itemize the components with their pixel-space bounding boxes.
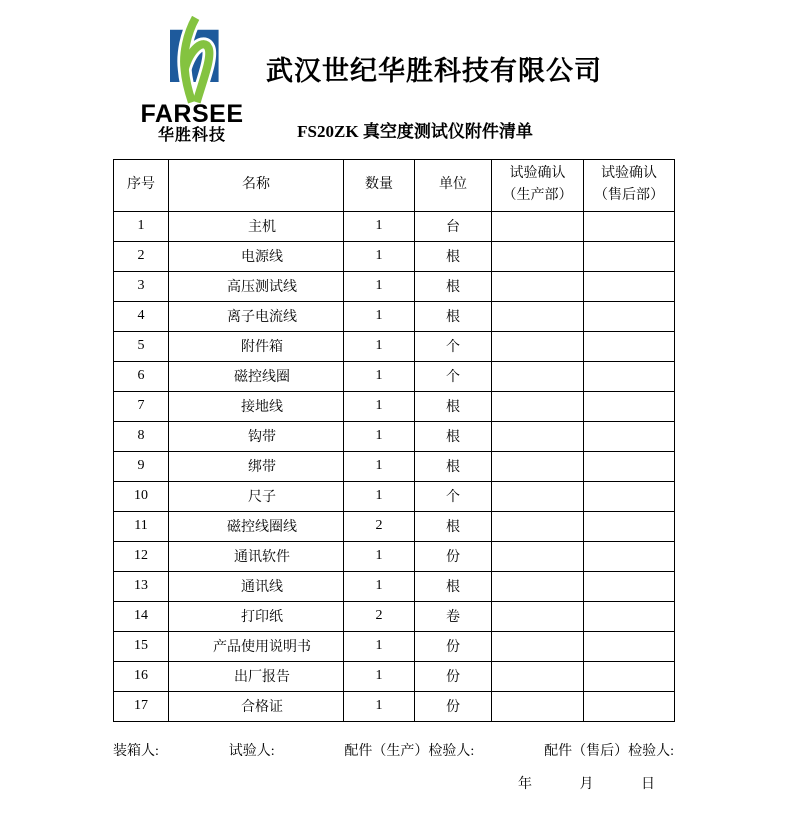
cell-name: 合格证 <box>169 691 344 721</box>
table-header-row <box>114 159 675 211</box>
table-row <box>114 571 675 601</box>
cell-index: 9 <box>114 451 169 481</box>
cell-confirm-prod <box>492 661 584 691</box>
cell-qty: 2 <box>344 511 415 541</box>
cell-index: 5 <box>114 331 169 361</box>
cell-unit: 份 <box>415 541 492 571</box>
header <box>126 16 789 145</box>
col-header-unit: 单位 <box>415 159 492 211</box>
cell-name: 电源线 <box>169 241 344 271</box>
table-row <box>114 541 675 571</box>
cell-index: 14 <box>114 601 169 631</box>
cell-index: 17 <box>114 691 169 721</box>
packer-label: 装箱人: <box>113 743 159 759</box>
document-title: FS20ZK 真空度测试仪附件清单 <box>297 122 533 141</box>
cell-unit: 份 <box>415 661 492 691</box>
cell-confirm-after <box>584 211 675 241</box>
cell-confirm-prod <box>492 211 584 241</box>
cell-name: 通讯线 <box>169 571 344 601</box>
cell-confirm-prod <box>492 571 584 601</box>
date-year-label: 年 <box>518 776 532 792</box>
cell-index: 4 <box>114 301 169 331</box>
col-header-index: 序号 <box>114 159 169 211</box>
cell-confirm-prod <box>492 511 584 541</box>
cell-unit: 个 <box>415 331 492 361</box>
cell-confirm-prod <box>492 481 584 511</box>
cell-index: 1 <box>114 211 169 241</box>
col-header-confirm-after <box>584 159 675 211</box>
cell-confirm-after <box>584 481 675 511</box>
cell-name: 附件箱 <box>169 331 344 361</box>
cell-qty: 1 <box>344 391 415 421</box>
cell-confirm-prod <box>492 631 584 661</box>
cell-confirm-prod <box>492 271 584 301</box>
cell-qty: 1 <box>344 301 415 331</box>
cell-index: 16 <box>114 661 169 691</box>
table-row <box>114 691 675 721</box>
cell-confirm-after <box>584 541 675 571</box>
cell-index: 7 <box>114 391 169 421</box>
col-header-qty: 数量 <box>344 159 415 211</box>
cell-confirm-prod <box>492 331 584 361</box>
cell-confirm-prod <box>492 301 584 331</box>
cell-confirm-after <box>584 301 675 331</box>
cell-name: 磁控线圈 <box>169 361 344 391</box>
cell-confirm-prod <box>492 391 584 421</box>
cell-name: 出厂报告 <box>169 661 344 691</box>
cell-name: 打印纸 <box>169 601 344 631</box>
table-row <box>114 301 675 331</box>
farsee-logo-icon <box>147 16 237 104</box>
col-header-line: （售后部） <box>594 188 664 204</box>
cell-confirm-after <box>584 691 675 721</box>
cell-index: 6 <box>114 361 169 391</box>
cell-qty: 1 <box>344 451 415 481</box>
cell-index: 15 <box>114 631 169 661</box>
cell-unit: 根 <box>415 271 492 301</box>
cell-confirm-after <box>584 421 675 451</box>
cell-qty: 2 <box>344 601 415 631</box>
date-day-label: 日 <box>641 776 655 792</box>
col-header-line: （生产部） <box>502 188 573 204</box>
col-header-confirm-prod <box>492 159 584 211</box>
document-page <box>0 16 789 823</box>
title-block <box>258 16 602 145</box>
table-row <box>114 241 675 271</box>
company-title: 武汉世纪华胜科技有限公司 <box>266 56 602 86</box>
aftersales-inspector-label: 配件（售后）检验人: <box>544 743 674 759</box>
table-row <box>114 421 675 451</box>
cell-index: 8 <box>114 421 169 451</box>
cell-unit: 个 <box>415 361 492 391</box>
cell-unit: 根 <box>415 241 492 271</box>
cell-qty: 1 <box>344 631 415 661</box>
cell-name: 高压测试线 <box>169 271 344 301</box>
cell-name: 绑带 <box>169 451 344 481</box>
cell-qty: 1 <box>344 241 415 271</box>
cell-name: 离子电流线 <box>169 301 344 331</box>
cell-unit: 根 <box>415 421 492 451</box>
cell-unit: 根 <box>415 511 492 541</box>
table-row <box>114 661 675 691</box>
cell-qty: 1 <box>344 361 415 391</box>
table-body <box>114 211 675 721</box>
cell-unit: 根 <box>415 391 492 421</box>
cell-qty: 1 <box>344 571 415 601</box>
cell-confirm-prod <box>492 601 584 631</box>
cell-name: 产品使用说明书 <box>169 631 344 661</box>
cell-unit: 份 <box>415 691 492 721</box>
company-logo <box>126 16 258 145</box>
cell-unit: 份 <box>415 631 492 661</box>
table-row <box>114 391 675 421</box>
brand-name: FARSEE <box>140 100 244 128</box>
production-inspector-label: 配件（生产）检验人: <box>344 743 475 759</box>
col-header-line: 试验确认 <box>601 165 657 181</box>
cell-qty: 1 <box>344 661 415 691</box>
cell-name: 磁控线圈线 <box>169 511 344 541</box>
cell-index: 11 <box>114 511 169 541</box>
cell-confirm-after <box>584 391 675 421</box>
cell-qty: 1 <box>344 211 415 241</box>
cell-confirm-prod <box>492 451 584 481</box>
table-row <box>114 601 675 631</box>
cell-unit: 个 <box>415 481 492 511</box>
cell-confirm-after <box>584 451 675 481</box>
cell-qty: 1 <box>344 271 415 301</box>
signature-row <box>113 740 674 760</box>
cell-qty: 1 <box>344 481 415 511</box>
cell-name: 通讯软件 <box>169 541 344 571</box>
cell-confirm-after <box>584 361 675 391</box>
cell-qty: 1 <box>344 421 415 451</box>
cell-qty: 1 <box>344 331 415 361</box>
cell-index: 2 <box>114 241 169 271</box>
cell-confirm-after <box>584 331 675 361</box>
cell-index: 13 <box>114 571 169 601</box>
cell-unit: 台 <box>415 211 492 241</box>
cell-confirm-after <box>584 601 675 631</box>
col-header-name: 名称 <box>169 159 344 211</box>
col-header-line: 试验确认 <box>509 165 566 181</box>
cell-confirm-prod <box>492 541 584 571</box>
accessory-table <box>113 159 675 722</box>
cell-confirm-prod <box>492 421 584 451</box>
cell-qty: 1 <box>344 541 415 571</box>
cell-name: 尺子 <box>169 481 344 511</box>
cell-index: 10 <box>114 481 169 511</box>
table-row <box>114 451 675 481</box>
table-row <box>114 481 675 511</box>
table-row <box>114 331 675 361</box>
table-row <box>114 631 675 661</box>
cell-index: 3 <box>114 271 169 301</box>
brand-name-chinese: 华胜科技 <box>157 127 226 144</box>
cell-confirm-prod <box>492 361 584 391</box>
table-row <box>114 361 675 391</box>
cell-unit: 根 <box>415 571 492 601</box>
cell-confirm-after <box>584 241 675 271</box>
date-month-label: 月 <box>579 776 594 792</box>
cell-confirm-prod <box>492 691 584 721</box>
cell-name: 钩带 <box>169 421 344 451</box>
cell-confirm-after <box>584 571 675 601</box>
cell-name: 主机 <box>169 211 344 241</box>
tester-label: 试验人: <box>228 743 275 759</box>
table-row <box>114 511 675 541</box>
table-row <box>114 271 675 301</box>
cell-index: 12 <box>114 541 169 571</box>
cell-unit: 卷 <box>415 601 492 631</box>
cell-confirm-after <box>584 661 675 691</box>
date-row <box>518 773 789 793</box>
cell-confirm-prod <box>492 241 584 271</box>
cell-unit: 根 <box>415 451 492 481</box>
cell-qty: 1 <box>344 691 415 721</box>
table-row <box>114 211 675 241</box>
cell-confirm-after <box>584 271 675 301</box>
cell-name: 接地线 <box>169 391 344 421</box>
cell-confirm-after <box>584 511 675 541</box>
cell-unit: 根 <box>415 301 492 331</box>
cell-confirm-after <box>584 631 675 661</box>
